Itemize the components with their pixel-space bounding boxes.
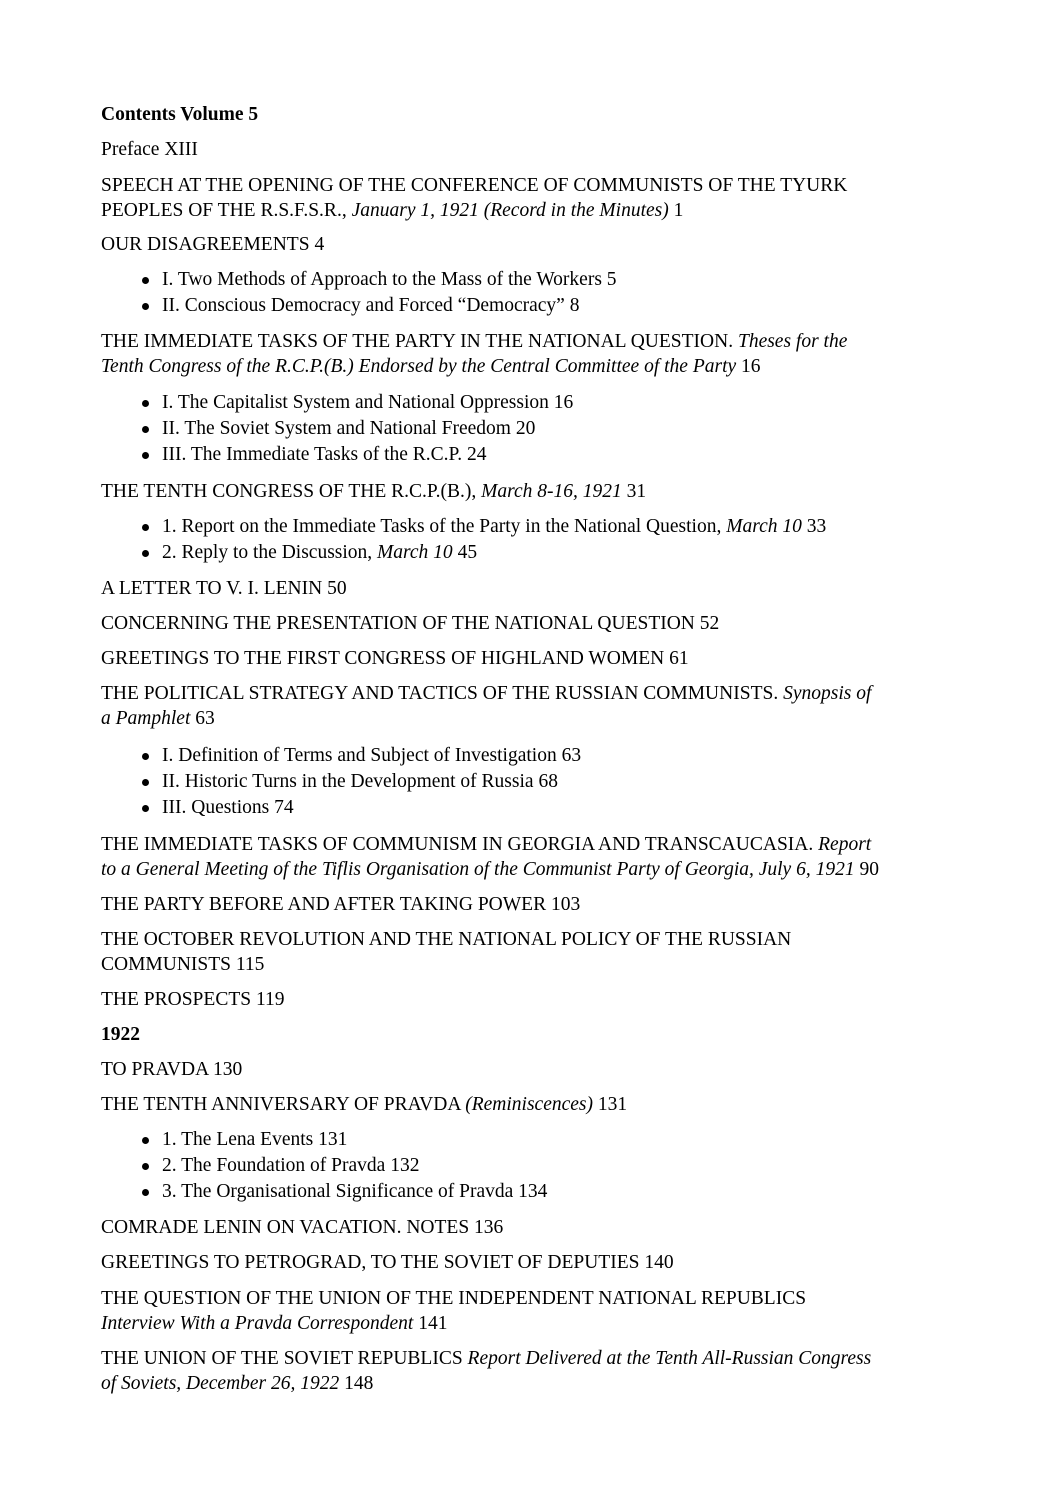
toc-entry[interactable] [101,1057,981,1082]
entry-page: 63 [195,708,215,729]
bullet-icon [142,1189,149,1196]
entry-title: THE PROSPECTS [101,989,252,1010]
list-item[interactable]: 2. The Foundation of Pravda 132 [101,1153,547,1179]
toc-entry[interactable] [101,479,981,504]
list-item[interactable]: 3. The Organisational Significance of Pravda 134 [101,1179,547,1205]
toc-entry[interactable] [101,137,981,162]
entry-title: THE OCTOBER REVOLUTION AND THE NATIONAL POLICY OF THE RUSSIAN COMMUNISTS [101,929,792,975]
entry-title: CONCERNING THE PRESENTATION OF THE NATIONAL QUESTION [101,613,695,634]
entry-title: GREETINGS TO PETROGRAD, TO THE SOVIET OF DEPUTIES [101,1252,640,1273]
toc-entry[interactable] [101,329,981,379]
entry-page: XIII [164,139,198,160]
entry-title: THE TENTH ANNIVERSARY OF PRAVDA [101,1094,461,1115]
entry-note: Report to a General Meeting of the Tiflis Organisation of the Communist Party of Georgia, July 6, 1921 [101,834,872,880]
bullet-icon [142,805,149,812]
list-item[interactable]: III. Questions 74 [101,795,581,821]
toc-entry[interactable] [101,1346,981,1396]
entry-title: THE POLITICAL STRATEGY AND TACTICS OF THE RUSSIAN COMMUNISTS. [101,683,779,704]
list-item[interactable]: II. Historic Turns in the Development of Russia 68 [101,769,581,795]
bullet-icon [142,524,149,531]
entry-page: 148 [344,1373,374,1394]
list-item[interactable]: I. The Capitalist System and National Oppression 16 [101,390,573,416]
entry-page: 131 [597,1094,628,1115]
toc-entry[interactable] [101,173,981,223]
toc-entry[interactable] [101,232,981,257]
entry-note: (Reminiscences) [465,1094,594,1115]
entry-page: 90 [859,859,879,880]
bullet-icon [142,1163,149,1170]
toc-entry[interactable] [101,681,981,731]
entry-page: 50 [327,578,347,599]
subentry-list [101,1127,547,1205]
bullet-icon [142,400,149,407]
entry-title: A LETTER TO V. I. LENIN [101,578,323,599]
bullet-icon [142,753,149,760]
subentry-list [101,390,573,468]
bullet-icon [142,1137,149,1144]
entry-note: Report Delivered at the Tenth All-Russian Congress of Soviets, December 26, 1922 [101,1348,872,1394]
entry-title: SPEECH AT THE OPENING OF THE CONFERENCE OF COMMUNISTS OF THE TYURK PEOPLES OF THE R.S.F.S.R., [101,175,848,221]
entry-note: Synopsis of a Pamphlet [101,683,872,729]
toc-entry[interactable] [101,987,981,1012]
subentry-list [101,267,617,319]
bullet-icon [142,303,149,310]
entry-title: Preface [101,139,160,160]
list-item[interactable]: I. Definition of Terms and Subject of Investigation 63 [101,743,581,769]
entry-title: THE TENTH CONGRESS OF THE R.C.P.(B.), [101,481,477,502]
entry-page: 16 [741,356,761,377]
entry-note: March 8-16, 1921 [481,481,622,502]
entry-page: 4 [314,234,325,255]
entry-note: January 1, 1921 (Record in the Minutes) [351,200,669,221]
entry-page: 130 [212,1059,243,1080]
toc-entry[interactable] [101,1092,981,1117]
entry-page: 31 [626,481,647,502]
toc-entry[interactable] [101,1286,981,1336]
bullet-icon [142,779,149,786]
toc-entry[interactable] [101,832,981,882]
toc-entry[interactable] [101,1250,981,1275]
entry-title: COMRADE LENIN ON VACATION. NOTES [101,1217,470,1238]
entry-page: 103 [550,894,581,915]
entry-title: THE PARTY BEFORE AND AFTER TAKING POWER [101,894,547,915]
list-item[interactable]: I. Two Methods of Approach to the Mass of the Workers 5 [101,267,617,293]
entry-note: Theses for the Tenth Congress of the R.C.P.(B.) Endorsed by the Central Committee of the Party [101,331,848,377]
list-item[interactable]: III. The Immediate Tasks of the R.C.P. 24 [101,442,573,468]
entry-page: 1 [673,200,684,221]
toc-entry[interactable] [101,1215,981,1240]
entry-page: 115 [235,954,265,975]
list-item[interactable]: II. The Soviet System and National Freedom 20 [101,416,573,442]
entry-title: THE QUESTION OF THE UNION OF THE INDEPENDENT NATIONAL REPUBLICS [101,1288,807,1309]
year-heading: 1922 [101,1024,140,1045]
entry-page: 141 [418,1313,448,1334]
toc-entry[interactable] [101,892,981,917]
entry-title: GREETINGS TO THE FIRST CONGRESS OF HIGHLAND WOMEN [101,648,665,669]
subentry-list [101,514,826,566]
bullet-icon [142,550,149,557]
entry-title: THE IMMEDIATE TASKS OF COMMUNISM IN GEORGIA AND TRANSCAUCASIA. [101,834,814,855]
toc-entry[interactable] [101,927,981,977]
entry-page: 119 [255,989,285,1010]
subentry-list [101,743,581,821]
contents-heading: Contents Volume 5 [101,104,259,125]
entry-page: 52 [699,613,720,634]
toc-entry[interactable] [101,611,981,636]
toc-entry[interactable] [101,646,981,671]
bullet-icon [142,426,149,433]
bullet-icon [142,277,149,284]
list-item[interactable]: 2. Reply to the Discussion, March 10 45 [101,540,826,566]
toc-entry[interactable] [101,576,981,601]
entry-note: Interview With a Pravda Correspondent [101,1313,414,1334]
entry-page: 136 [474,1217,504,1238]
entry-title: OUR DISAGREEMENTS [101,234,310,255]
bullet-icon [142,452,149,459]
entry-page: 61 [669,648,689,669]
list-item[interactable]: 1. The Lena Events 131 [101,1127,547,1153]
entry-page: 140 [644,1252,674,1273]
list-item[interactable]: 1. Report on the Immediate Tasks of the Party in the National Question, March 10 33 [101,514,826,540]
entry-title: TO PRAVDA [101,1059,209,1080]
entry-title: THE UNION OF THE SOVIET REPUBLICS [101,1348,463,1369]
entry-title: THE IMMEDIATE TASKS OF THE PARTY IN THE NATIONAL QUESTION. [101,331,734,352]
list-item[interactable]: II. Conscious Democracy and Forced “Democracy” 8 [101,293,617,319]
